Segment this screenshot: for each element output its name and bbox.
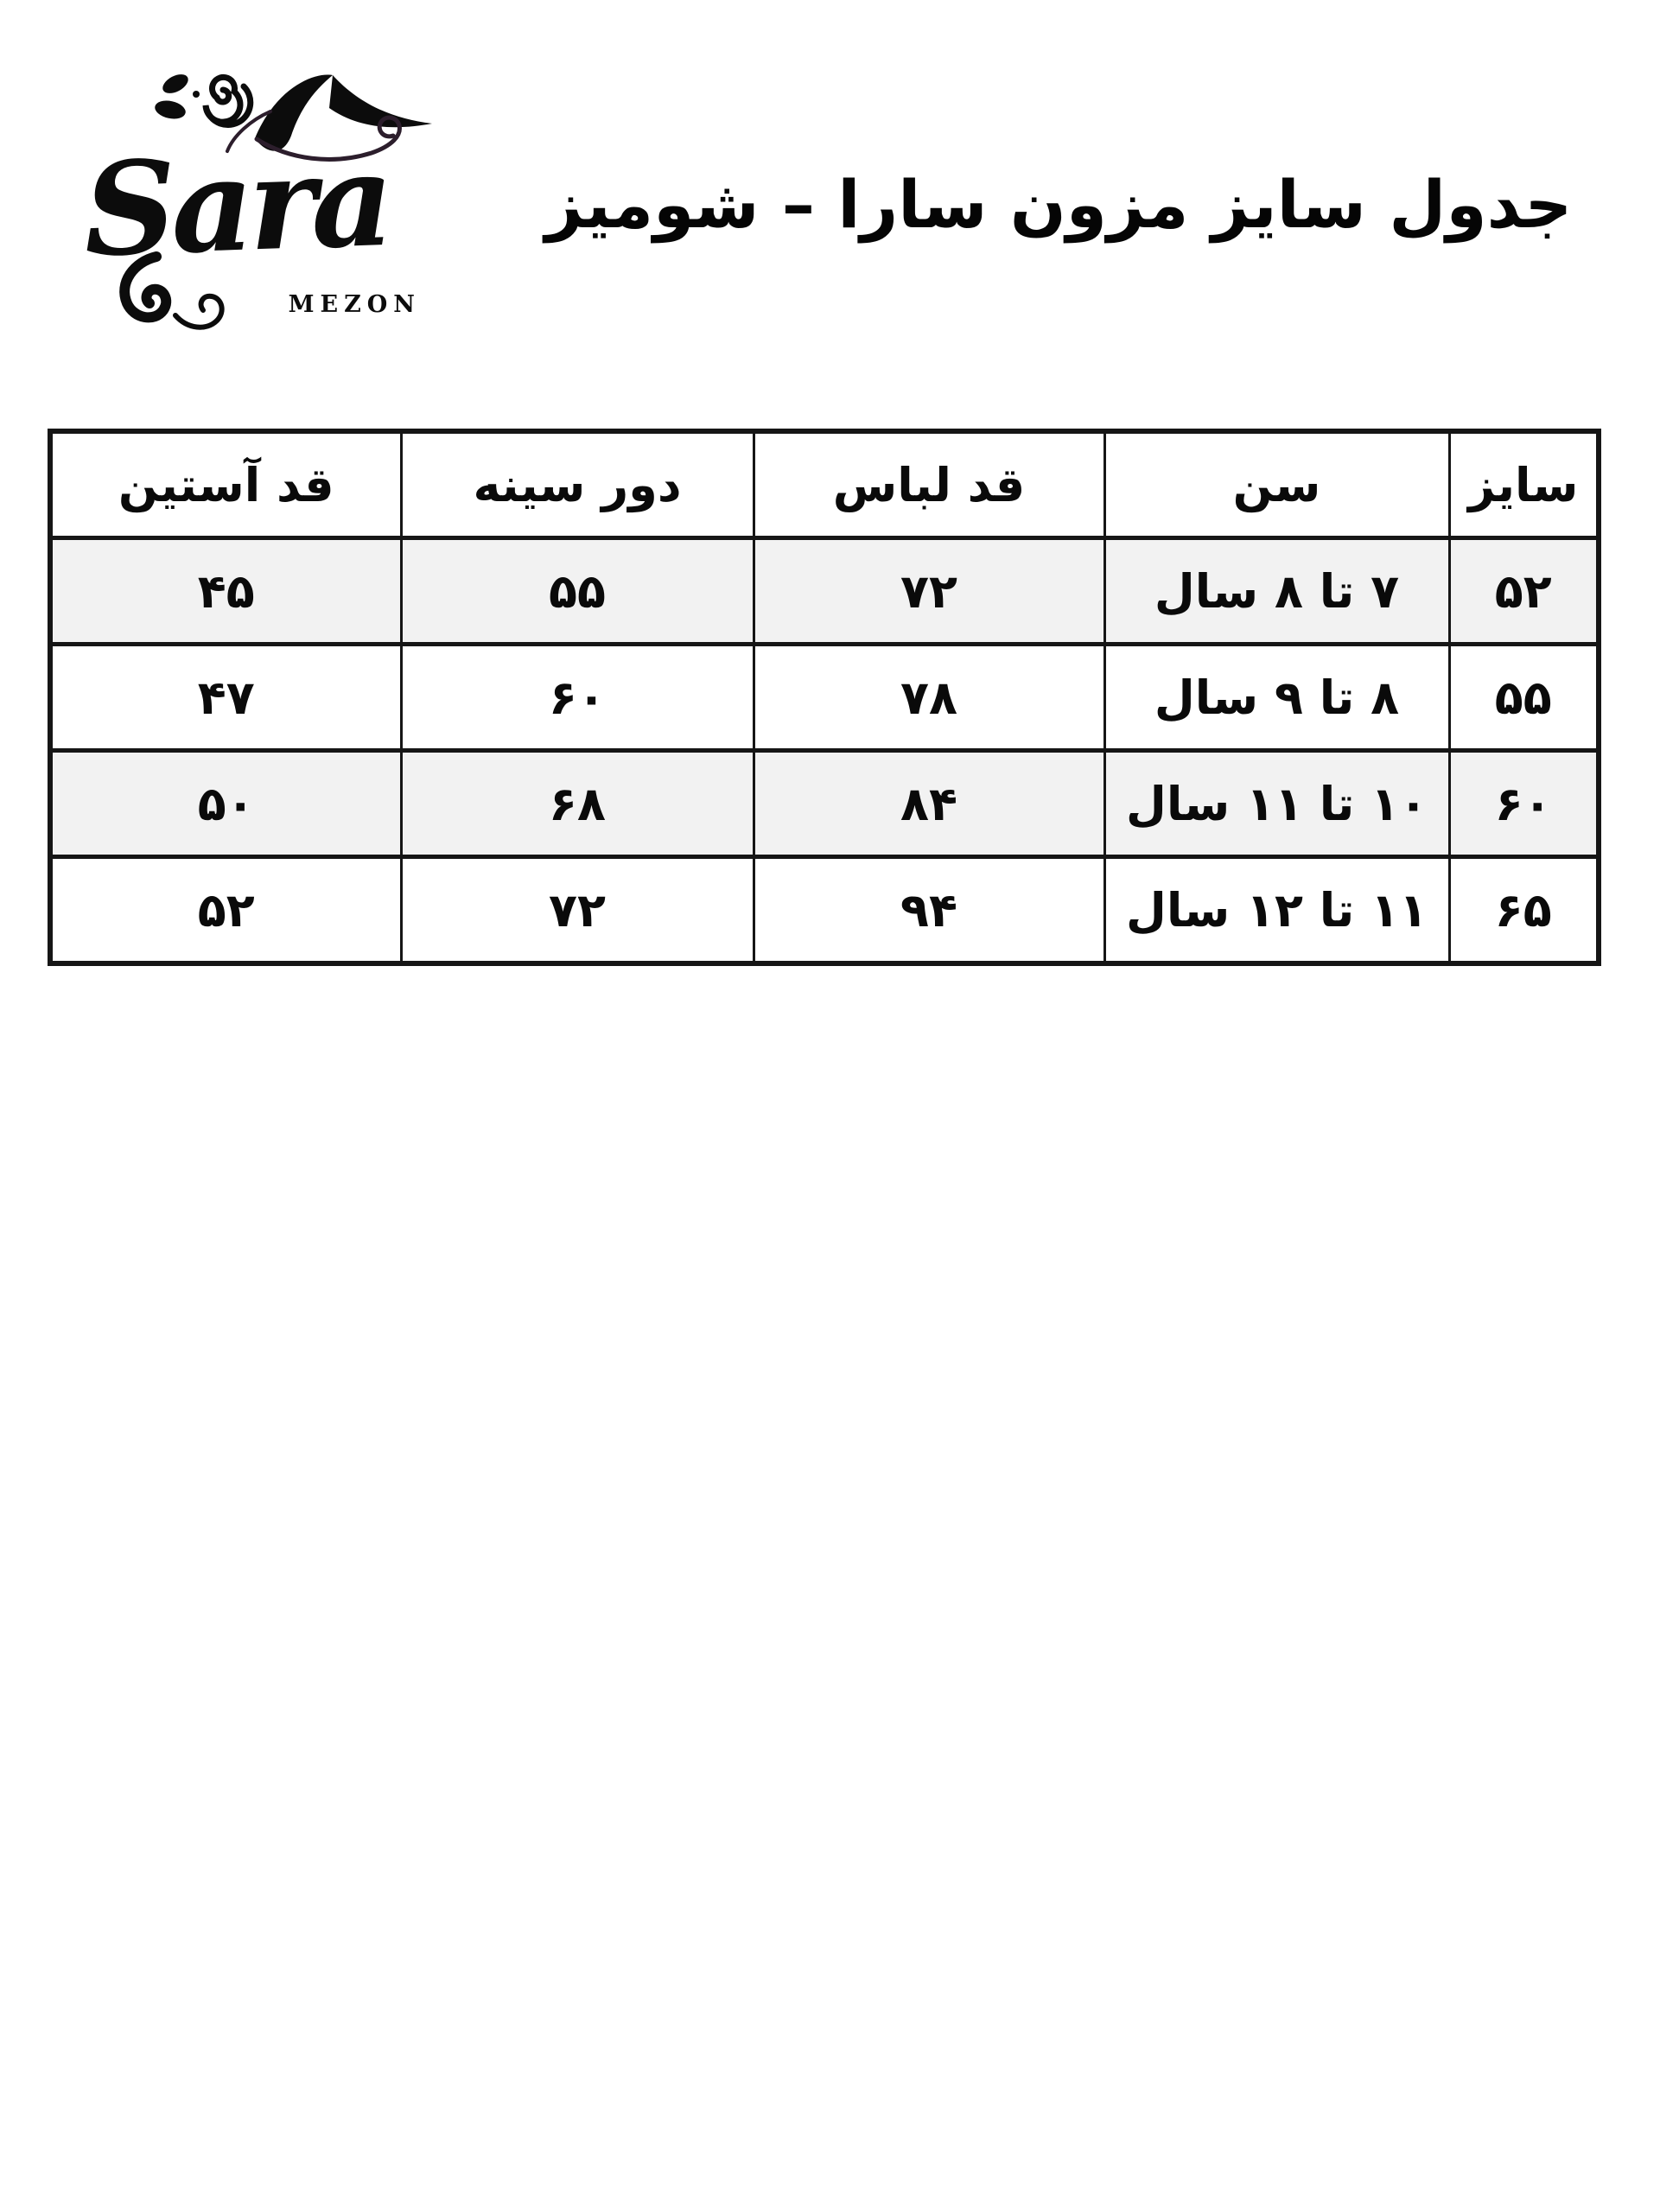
table-row [50, 645, 1599, 751]
table-row [50, 538, 1599, 645]
cell-size: ۶۵ [1449, 857, 1599, 964]
brand-logo [73, 56, 436, 341]
table-row [50, 751, 1599, 857]
column-header-chest: دور سینه [401, 431, 754, 538]
table-row [50, 857, 1599, 964]
cell-length: ۷۲ [754, 538, 1104, 645]
brand-subtitle: MEZON [288, 291, 421, 318]
cell-sleeve: ۴۵ [50, 538, 401, 645]
cell-sleeve: ۵۰ [50, 751, 401, 857]
cell-size: ۵۵ [1449, 645, 1599, 751]
cell-age: ۷ تا ۸ سال [1104, 538, 1449, 645]
cell-age: ۱۱ تا ۱۲ سال [1104, 857, 1449, 964]
column-header-length: قد لباس [754, 431, 1104, 538]
cell-chest: ۶۰ [401, 645, 754, 751]
cell-chest: ۷۲ [401, 857, 754, 964]
cell-sleeve: ۴۷ [50, 645, 401, 751]
cell-size: ۵۲ [1449, 538, 1599, 645]
page-title: جدول سایز مزون سارا – شومیز [544, 166, 1573, 243]
cell-chest: ۵۵ [401, 538, 754, 645]
cell-sleeve: ۵۲ [50, 857, 401, 964]
cell-length: ۹۴ [754, 857, 1104, 964]
size-chart-table [48, 429, 1601, 966]
header-row [50, 431, 1599, 538]
cell-age: ۱۰ تا ۱۱ سال [1104, 751, 1449, 857]
brand-name: Sara [81, 124, 391, 286]
cell-age: ۸ تا ۹ سال [1104, 645, 1449, 751]
cell-length: ۸۴ [754, 751, 1104, 857]
cell-length: ۷۸ [754, 645, 1104, 751]
cell-size: ۶۰ [1449, 751, 1599, 857]
column-header-age: سن [1104, 431, 1449, 538]
cell-chest: ۶۸ [401, 751, 754, 857]
column-header-sleeve: قد آستین [50, 431, 401, 538]
column-header-size: سایز [1449, 431, 1599, 538]
